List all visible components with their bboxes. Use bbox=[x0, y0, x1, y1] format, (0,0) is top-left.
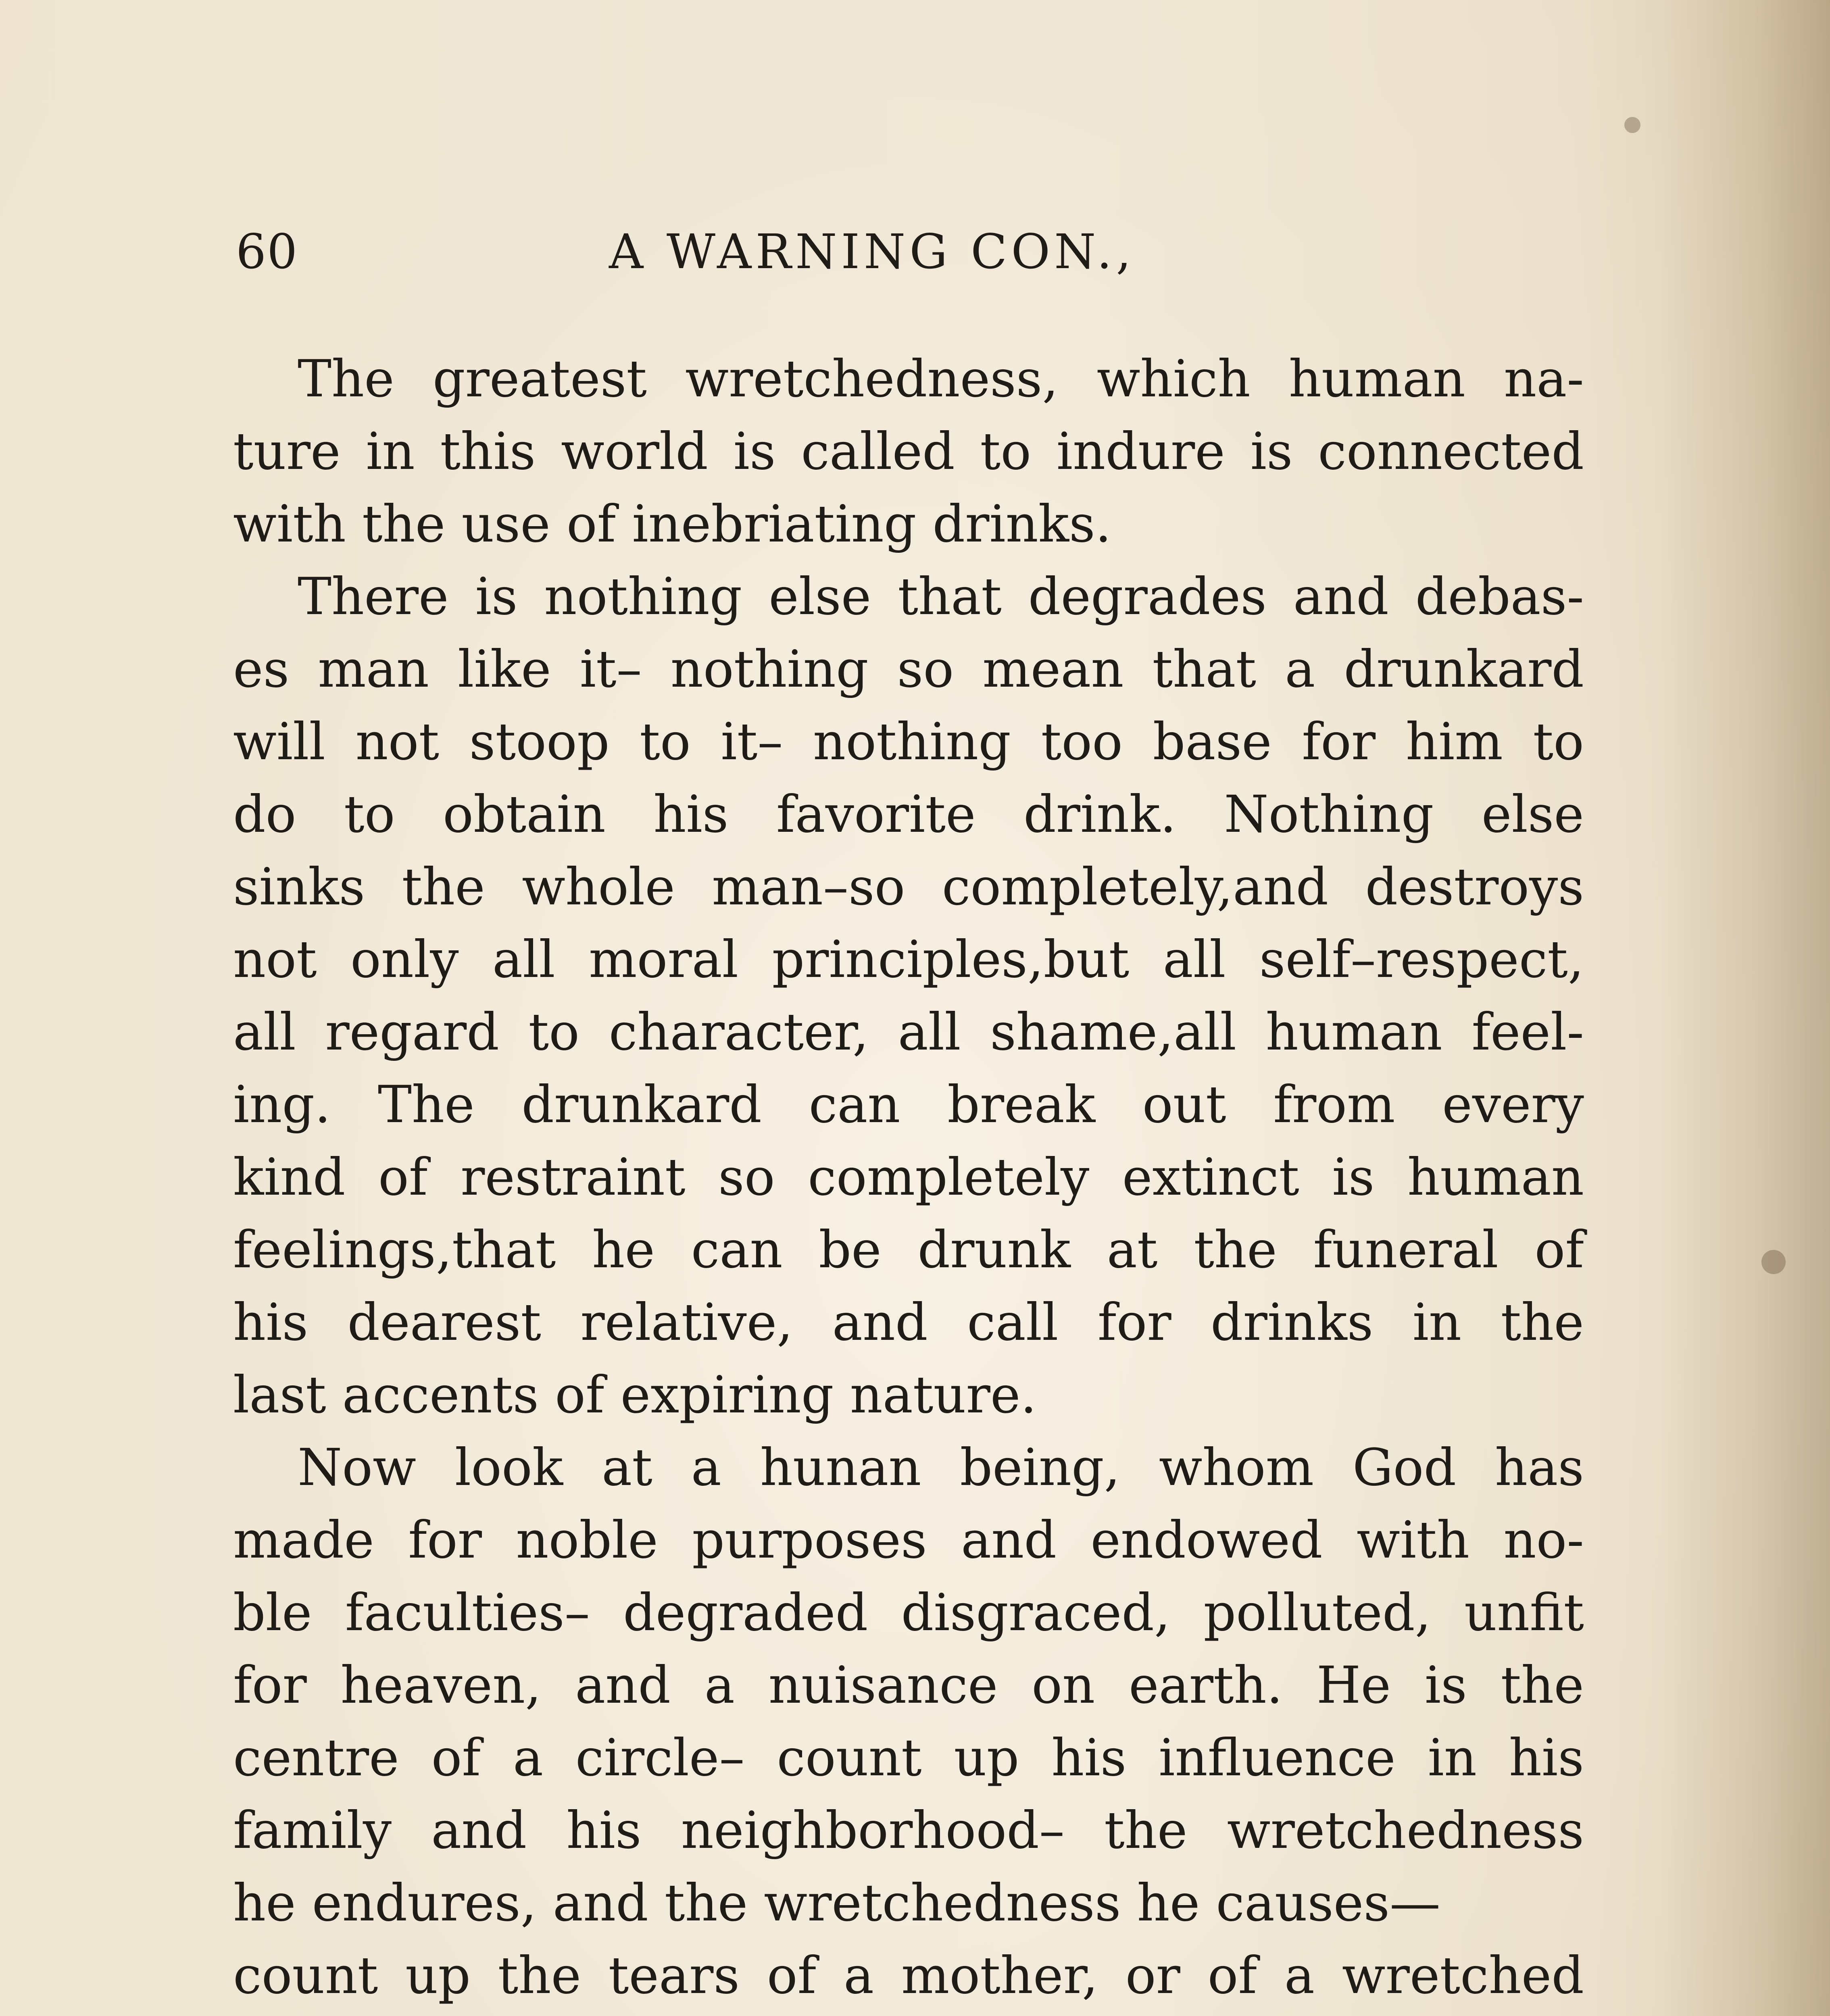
page-header bbox=[236, 224, 1607, 296]
text-line: made for noble purposes and endowed with no- bbox=[233, 1510, 1584, 1570]
text-line: ture in this world is called to indure is connected bbox=[233, 422, 1584, 481]
text-line: There is nothing else that degrades and debas- bbox=[298, 567, 1584, 626]
text-line bbox=[233, 2012, 1584, 2016]
running-head: A WARNING CON., bbox=[609, 224, 1135, 279]
text-line: es man like it– nothing so mean that a drunkard bbox=[233, 639, 1584, 699]
ink-spot bbox=[1761, 1250, 1786, 1274]
text-line: ble faculties– degraded disgraced, polluted, unfit bbox=[233, 1583, 1584, 1642]
text-line: not only all moral principles,but all self–respect, bbox=[233, 930, 1584, 989]
text-line: The greatest wretchedness, which human na- bbox=[298, 349, 1584, 408]
ink-spot bbox=[1624, 117, 1640, 133]
text-line: ing. The drunkard can break out from every bbox=[233, 1075, 1584, 1134]
text-line: will not stoop to it– nothing too base for him to bbox=[233, 712, 1584, 771]
text-line: last accents of expiring nature. bbox=[233, 1365, 1037, 1425]
text-line: kind of restraint so completely extinct is human bbox=[233, 1148, 1584, 1207]
text-line: feelings,that he can be drunk at the funeral of bbox=[233, 1220, 1584, 1279]
text-line: family and his neighborhood– the wretchedness bbox=[233, 1801, 1584, 1860]
text-line: for heaven, and a nuisance on earth. He is the bbox=[233, 1656, 1584, 1715]
text-line: Now look at a hunan being, whom God has bbox=[298, 1438, 1584, 1497]
text-line: he endures, and the wretchedness he causes— bbox=[233, 1873, 1441, 1933]
body-text bbox=[233, 343, 1584, 2016]
text-line: all regard to character, all shame,all human feel- bbox=[233, 1002, 1584, 1062]
text-line: sinks the whole man–so completely,and destroys bbox=[233, 857, 1584, 916]
text-line: count up the tears of a mother, or of a wretched bbox=[233, 1946, 1584, 2005]
text-line: his dearest relative, and call for drinks in the bbox=[233, 1293, 1584, 1352]
text-line: centre of a circle– count up his influence in his bbox=[233, 1728, 1584, 1787]
page-edge-shadow bbox=[1661, 0, 1830, 2016]
text-line: do to obtain his favorite drink. Nothing else bbox=[233, 785, 1584, 844]
text-line: with the use of inebriating drinks. bbox=[233, 494, 1111, 554]
page-number: 60 bbox=[236, 224, 298, 279]
